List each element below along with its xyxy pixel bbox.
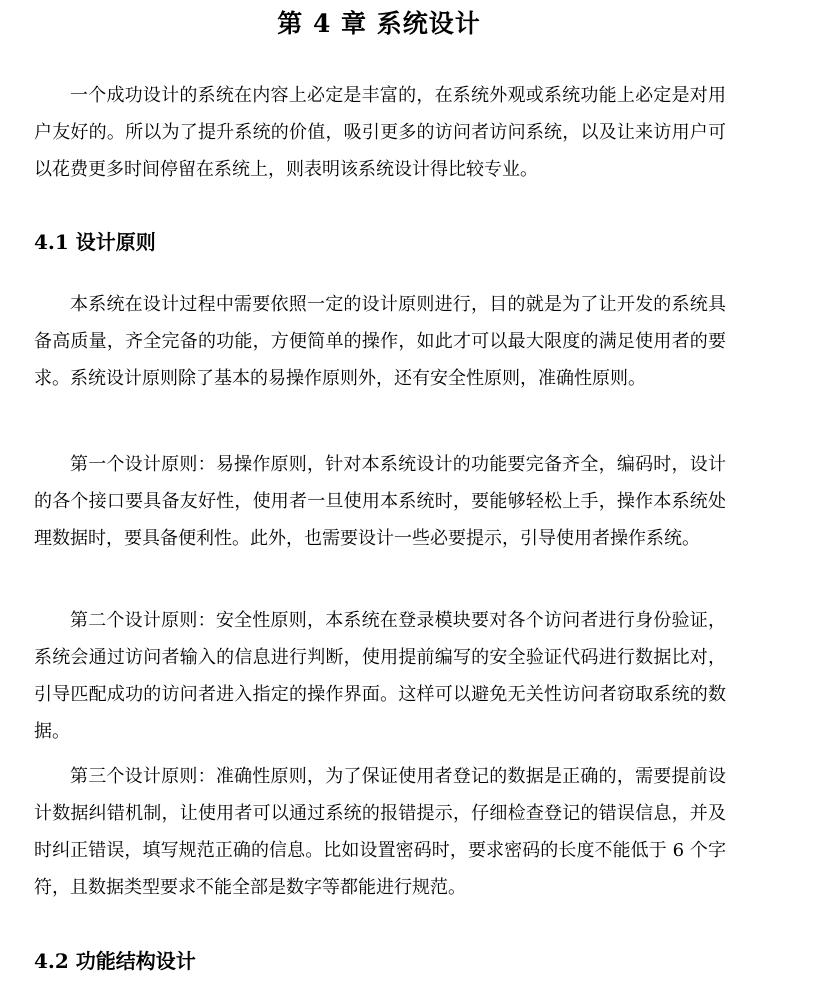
chapter-title: 第 4 章 系统设计 <box>277 9 481 38</box>
section-4-1-paragraph-1: 本系统在设计过程中需要依照一定的设计原则进行，目的就是为了让开发的系统具备高质量，齐全完备的功能，方便简单的操作，如此才可以最大限度的满足使用者的要求。系统设计原则除了基本的易操作原则外，还有安全性原则，准确性原则。 <box>34 294 726 389</box>
section-4-1-paragraph-2: 第一个设计原则：易操作原则，针对本系统设计的功能要完备齐全，编码时，设计的各个接口要具备友好性，使用者一旦使用本系统时，要能够轻松上手，操作本系统处理数据时，要具备便利性。此外，也需要设计一些必要提示，引导使用者操作系统。 <box>34 454 726 549</box>
intro-paragraph: 一个成功设计的系统在内容上必定是丰富的，在系统外观或系统功能上必定是对用户友好的。所以为了提升系统的价值，吸引更多的访问者访问系统，以及让来访用户可以花费更多时间停留在系统上，则表明该系统设计得比较专业。 <box>34 85 726 180</box>
section-4-1-paragraph-4: 第三个设计原则：准确性原则，为了保证使用者登记的数据是正确的，需要提前设计数据纠错机制，让使用者可以通过系统的报错提示，仔细检查登记的错误信息，并及时纠正错误，填写规范正确的信息。比如设置密码时，要求密码的长度不能低于 6 个字符，且数据类型要求不能全部是数字等都能进行规范。 <box>34 766 726 898</box>
section-heading-4-2: 4.2 功能结构设计 <box>34 949 196 973</box>
section-heading-4-1: 4.1 设计原则 <box>34 230 156 254</box>
section-4-1-paragraph-3: 第二个设计原则：安全性原则，本系统在登录模块要对各个访问者进行身份验证，系统会通过访问者输入的信息进行判断，使用提前编写的安全验证代码进行数据比对，引导匹配成功的访问者进入指定的操作界面。这样可以避免无关性访问者窃取系统的数据。 <box>34 610 726 742</box>
